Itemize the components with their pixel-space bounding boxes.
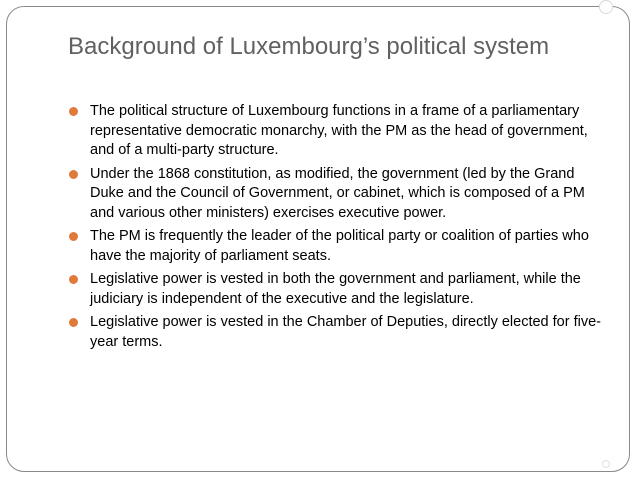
bullet-item xyxy=(68,313,608,352)
decorative-circle-bottom xyxy=(602,460,610,468)
bullet-dot-icon xyxy=(69,107,78,116)
bullet-item xyxy=(68,270,608,309)
bullet-dot-icon xyxy=(69,170,78,179)
slide-title: Background of Luxembourg’s political system xyxy=(68,33,550,60)
decorative-circle-top xyxy=(599,0,613,14)
bullet-dot-icon xyxy=(69,232,78,241)
bullet-text: Under the 1868 constitution, as modified, the government (led by the Grand Duke and the Council of Government, or cabinet, which is composed of a PM and various other ministers) exercises executive power. xyxy=(90,165,585,221)
bullet-item xyxy=(68,165,608,224)
bullet-text: Legislative power is vested in the Chamber of Deputies, directly elected for five-year terms. xyxy=(90,314,601,350)
bullet-text: Legislative power is vested in both the government and parliament, while the judiciary is independent of the executive and the legislature. xyxy=(90,271,581,307)
bullet-dot-icon xyxy=(69,318,78,327)
bullet-list xyxy=(68,102,608,356)
bullet-dot-icon xyxy=(69,275,78,284)
bullet-text: The political structure of Luxembourg functions in a frame of a parliamentary representative democratic monarchy, with the PM as the head of government, and of a multi-party structure. xyxy=(90,103,588,158)
bullet-text: The PM is frequently the leader of the political party or coalition of parties who have the majority of parliament seats. xyxy=(90,228,589,264)
bullet-item xyxy=(68,227,608,266)
bullet-item xyxy=(68,102,608,161)
